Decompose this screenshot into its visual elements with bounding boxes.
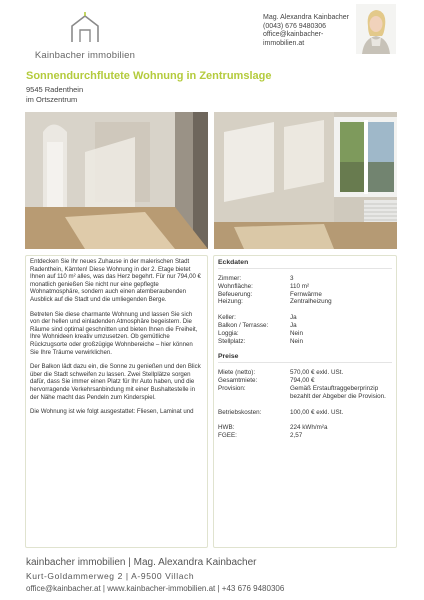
price-label: Provision: bbox=[218, 384, 246, 392]
energy-row-hwb bbox=[218, 424, 392, 432]
fact-row-living-area bbox=[218, 283, 392, 291]
energy-value: 224 kWh/m²a bbox=[290, 424, 328, 432]
fact-row-cellar bbox=[218, 314, 392, 322]
fact-row-loggia bbox=[218, 330, 392, 338]
fact-row-firing bbox=[218, 291, 392, 299]
fact-row-parking bbox=[218, 338, 392, 346]
logo-text: Kainbacher immobilien bbox=[34, 50, 136, 61]
spacer bbox=[218, 416, 392, 424]
energy-label: FGEE: bbox=[218, 432, 237, 440]
fact-label: Stellplatz: bbox=[218, 337, 246, 345]
price-row-commission bbox=[218, 385, 392, 401]
key-facts-heading: Eckdaten bbox=[218, 259, 249, 266]
page-footer bbox=[26, 556, 284, 595]
fact-row-rooms bbox=[218, 275, 392, 283]
interior-photo-2 bbox=[214, 112, 397, 249]
company-logo bbox=[26, 12, 144, 64]
fact-value: 110 m² bbox=[290, 282, 310, 290]
listing-location-detail: im Ortszentrum bbox=[26, 95, 78, 104]
footer-company-line: kainbacher immobilien | Mag. Alexandra Kainbacher bbox=[26, 557, 257, 568]
fact-value: 3 bbox=[290, 275, 294, 282]
energy-label: HWB: bbox=[218, 424, 235, 432]
fact-label: Befeuerung: bbox=[218, 290, 253, 298]
spacer bbox=[218, 345, 392, 353]
key-facts-box bbox=[213, 255, 397, 548]
agent-phone: (0043) 676 9480306 bbox=[263, 22, 327, 30]
fact-label: Zimmer: bbox=[218, 275, 242, 282]
description-paragraph-3: Der Balkon lädt dazu ein, die Sonne zu genießen und den Blick über die Stadt schweifen zu lassen. Zwei Stellplätze sorgen dafür, dass Sie immer einen Platz für Ihr Auto haben, und die hervorragende Verkehrsanbindung mit einer Bushaltestelle in der Nähe macht das Pendeln zum Kinderspiel. bbox=[30, 363, 201, 401]
description-paragraph-1: Entdecken Sie Ihr neues Zuhause in der malerischen Stadt Radenthein, Kärnten! Diese Wohnung in der 2. Etage bietet Ihnen auf 110 m² alles, was das Herz begehrt. Für nur 794,00 € monatlich genießen Sie nicht nur eine gepflegte Wohnatmosphäre, sondern auch einen atemberaubenden Ausblick auf die Stadt und die umliegenden Berge. bbox=[30, 258, 201, 303]
fact-label: Wohnfläche: bbox=[218, 282, 253, 290]
description-paragraph-2: Betreten Sie diese charmante Wohnung und lassen Sie sich von der hellen und einladenden Atmosphäre begeistern. Die Räume sind optimal geschnitten und bieten Ihnen die Freiheit, Ihre Wohnideen kreativ umzusetzen. Ob gemütliche Rückzugsorte oder großzügige Wohnbereiche – hier können Sie Ihre Träume verwirklichen. bbox=[30, 310, 198, 356]
agent-photo bbox=[356, 4, 396, 54]
interior-photo-1 bbox=[25, 112, 208, 249]
agent-email-line1: office@kainbacher- bbox=[263, 31, 324, 39]
price-value: 570,00 € exkl. USt. bbox=[290, 369, 344, 377]
agent-portrait-image bbox=[356, 4, 396, 54]
divider bbox=[218, 268, 392, 269]
agent-contact bbox=[263, 14, 363, 48]
fact-value: Fernwärme bbox=[290, 290, 322, 298]
spacer bbox=[218, 401, 392, 409]
footer-address-line: Kurt-Goldammerweg 2 | A-9500 Villach bbox=[26, 571, 195, 581]
fact-value: Nein bbox=[290, 337, 303, 345]
fact-label: Heizung: bbox=[218, 298, 243, 306]
divider bbox=[218, 362, 392, 363]
fact-value: Zentralheizung bbox=[290, 298, 332, 306]
price-row-net-rent bbox=[218, 369, 392, 377]
fact-value: Ja bbox=[290, 314, 297, 322]
agent-name: Mag. Alexandra Kainbacher bbox=[263, 14, 349, 21]
energy-value: 2,57 bbox=[290, 432, 303, 440]
price-label: Gesamtmiete: bbox=[218, 377, 258, 385]
fact-row-balcony bbox=[218, 322, 392, 330]
description-paragraph-4: Die Wohnung ist wie folgt ausgestattet: Fliesen, Laminat und bbox=[30, 408, 194, 416]
fact-value: Nein bbox=[290, 329, 303, 337]
price-label: Miete (netto): bbox=[218, 369, 256, 377]
price-row-operating-costs bbox=[218, 409, 392, 417]
price-value: 794,00 € bbox=[290, 377, 315, 385]
footer-contact-line: office@kainbacher.at | www.kainbacher-immobilien.at | +43 676 9480306 bbox=[26, 584, 285, 593]
price-value: 100,00 € exkl. USt. bbox=[290, 408, 344, 416]
fact-label: Balkon / Terrasse: bbox=[218, 321, 269, 329]
fact-row-heating bbox=[218, 298, 392, 306]
agent-email-line2: immobilien.at bbox=[263, 39, 305, 47]
price-row-total-rent bbox=[218, 377, 392, 385]
price-value: Gemäß Erstauftraggeberprinzip bezahlt der Abgeber die Provision. bbox=[290, 384, 386, 400]
spacer bbox=[218, 306, 392, 314]
energy-row-fgee bbox=[218, 432, 392, 440]
fact-label: Keller: bbox=[218, 314, 236, 322]
prices-heading: Preise bbox=[218, 353, 239, 361]
house-logo-icon bbox=[68, 12, 102, 48]
fact-value: Ja bbox=[290, 321, 297, 329]
fact-label: Loggia: bbox=[218, 329, 239, 337]
listing-title: Sonnendurchflutete Wohnung in Zentrumslage bbox=[26, 70, 272, 82]
price-label: Betriebskosten: bbox=[218, 408, 262, 416]
listing-location: 9545 Radenthein bbox=[26, 85, 84, 94]
description-box bbox=[25, 255, 208, 548]
